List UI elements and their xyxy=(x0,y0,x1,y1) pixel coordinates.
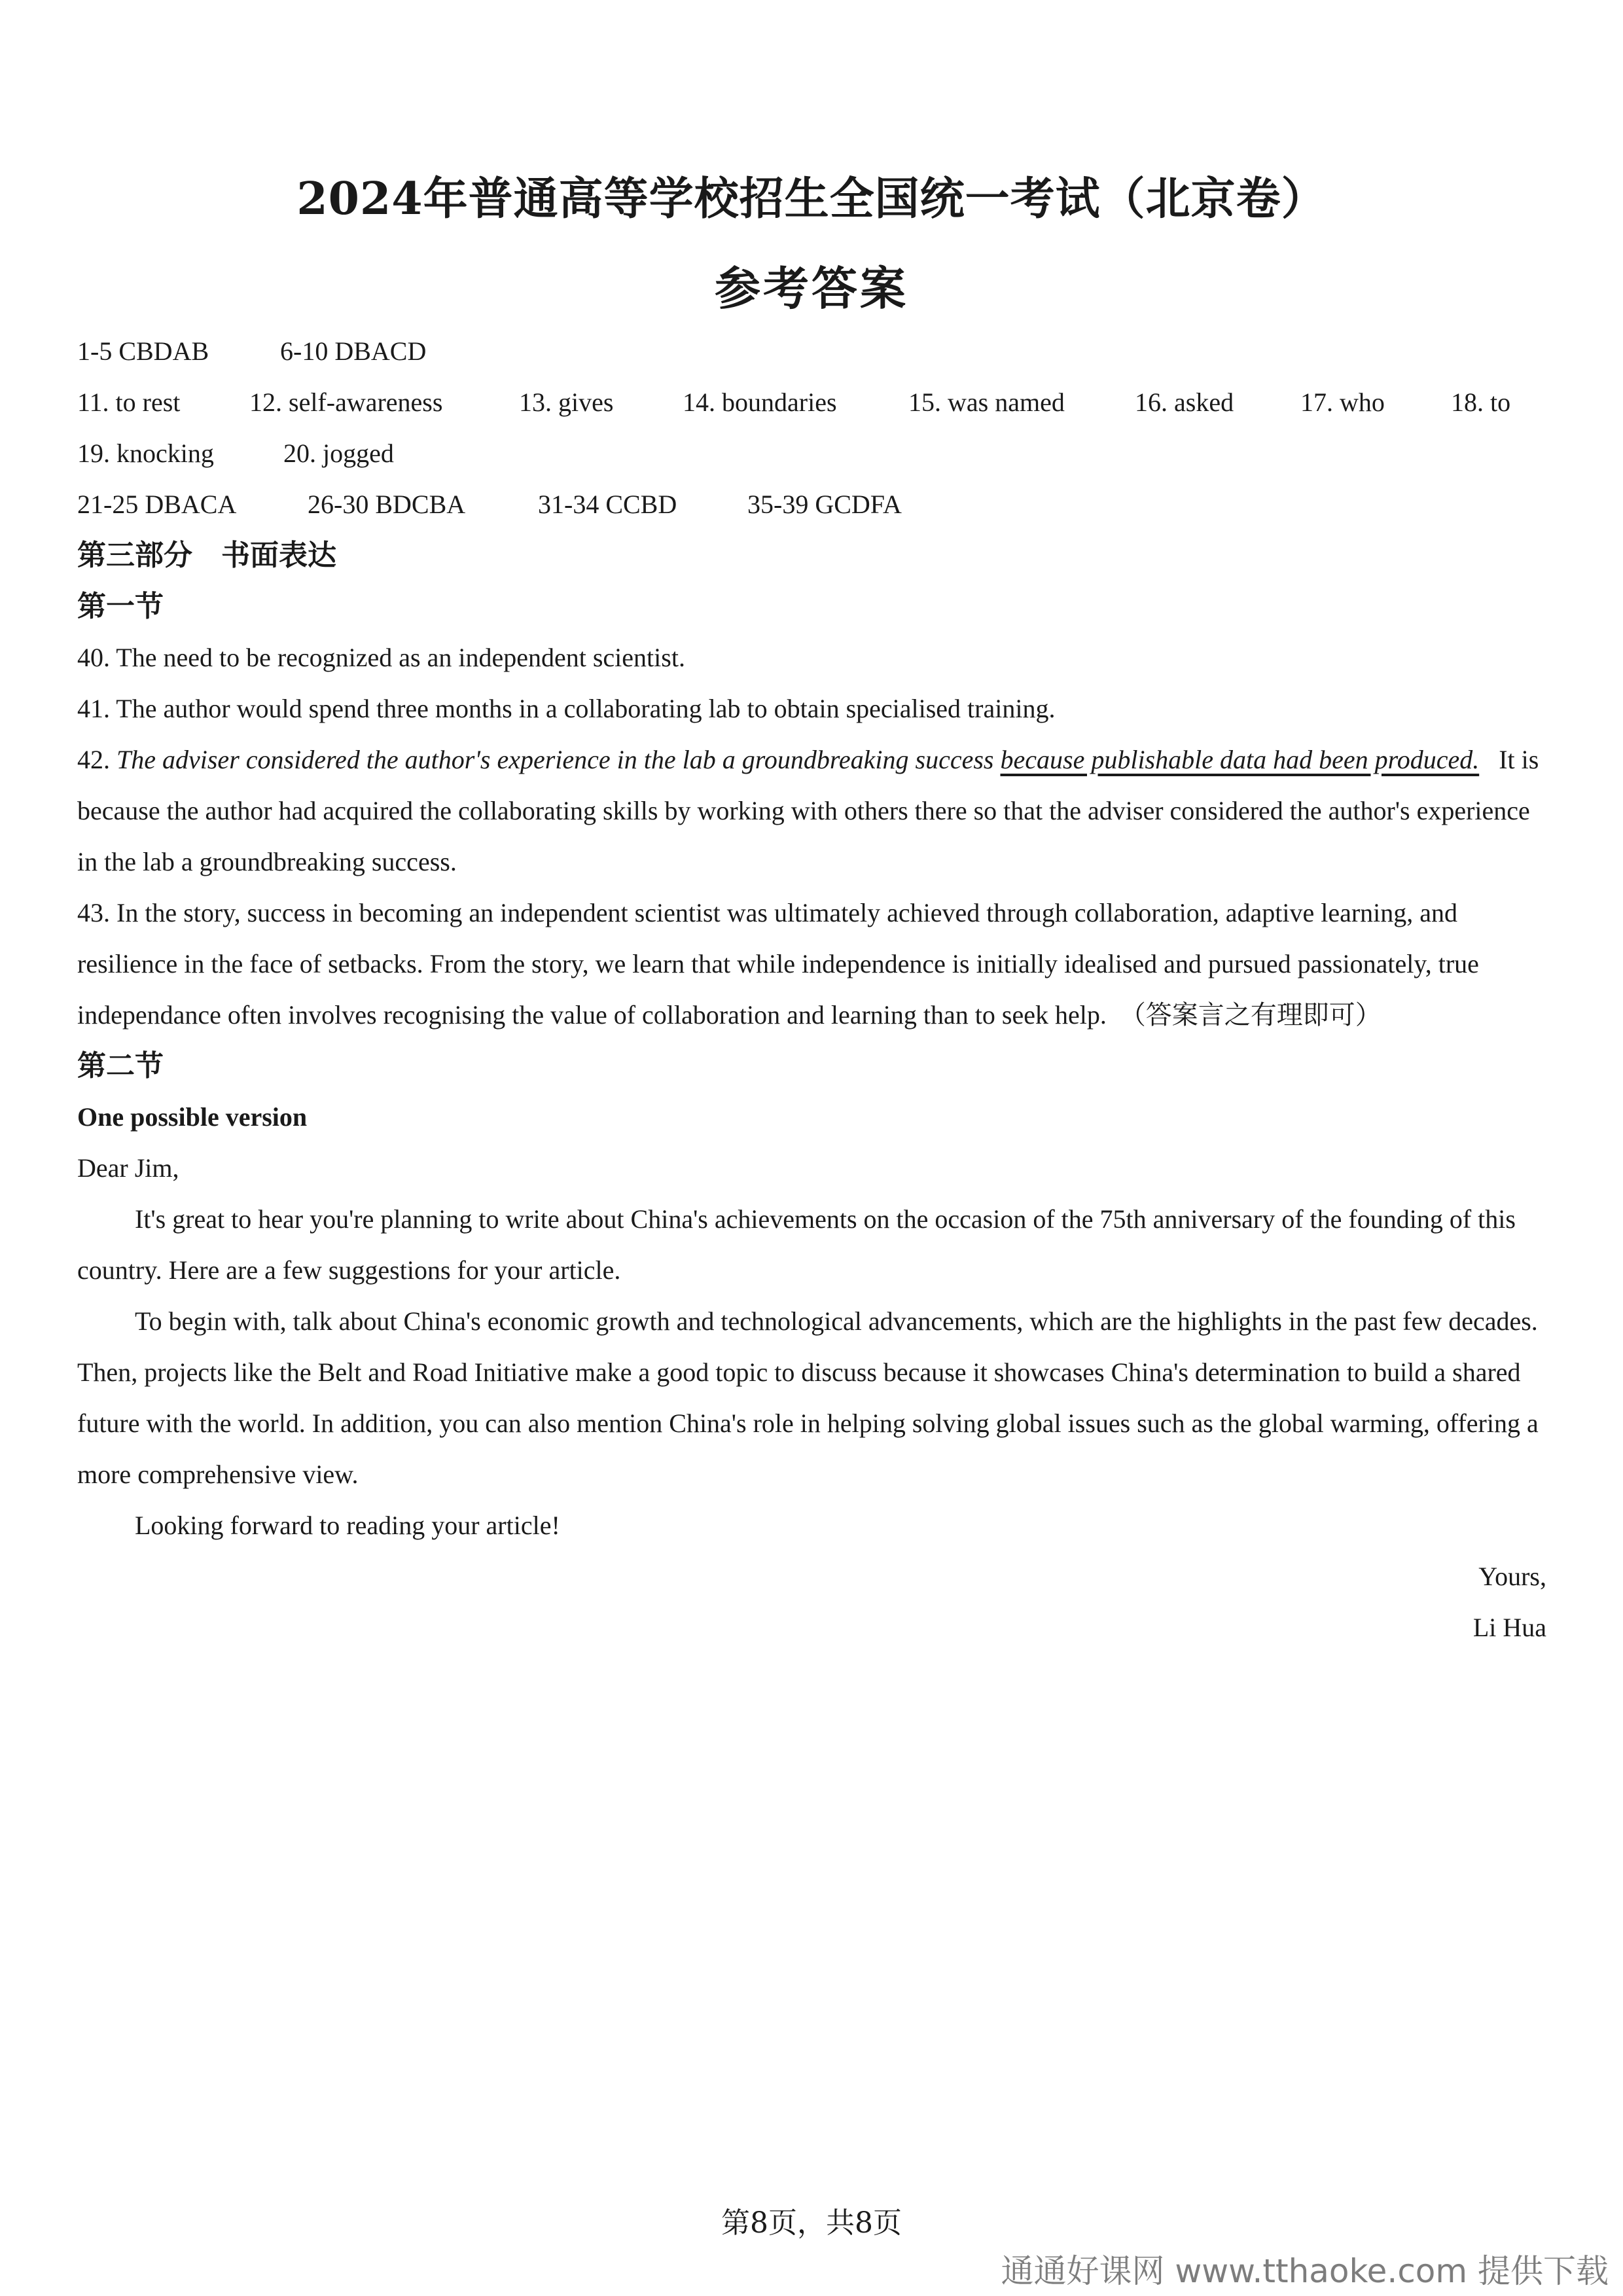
section2-heading: 第二节 xyxy=(77,1049,164,1083)
answer-42-explanation: It is because the author had acquired the collaborating skills by working with others there so that the adviser considered the author's experience in the lab a groundbreaking success. xyxy=(77,745,1539,876)
answer-40: 40. The need to be recognized as an independent scientist. xyxy=(77,643,685,672)
letter-paragraph-1: It's great to hear you're planning to write about China's achievements on the occasion of the 75th anniversary of the founding of this country. Here are a few suggestions for your article. xyxy=(77,1204,1516,1285)
answer-43-text: 43. In the story, success in becoming an independent scientist was ultimately achieved through collaboration, adaptive learning, and resilience in the face of setbacks. From the story, we learn that while independence is initially idealised and pursued passionately, true independance often involves recognising the value of collaboration and learning than to seek help. xyxy=(77,898,1479,1030)
answer-42-underlined: because publishable data had been produced. xyxy=(1000,745,1480,774)
answer-42-number: 42. xyxy=(77,745,110,774)
answer-item: 19. knocking xyxy=(77,439,214,468)
letter-paragraph-3: Looking forward to reading your article! xyxy=(135,1511,560,1540)
answer-row-4 xyxy=(77,479,1546,530)
answer-item: 15. was named xyxy=(908,387,1065,417)
answer-item: 18. to xyxy=(1451,387,1511,417)
answer-item: 16. asked xyxy=(1135,387,1234,417)
answer-41: 41. The author would spend three months in a collaborating lab to obtain specialised training. xyxy=(77,694,1056,723)
answer-item: 31-34 CCBD xyxy=(538,490,677,519)
answer-item: 35-39 GCDFA xyxy=(747,490,902,519)
answer-row-3 xyxy=(77,428,1546,479)
answer-key-title: 参考答案 xyxy=(715,261,908,315)
letter-signature: Li Hua xyxy=(1472,1613,1546,1642)
answer-item: 11. to rest xyxy=(77,387,181,417)
letter-closing: Yours, xyxy=(1478,1562,1546,1591)
page-number: 第8页，共8页 xyxy=(721,2206,902,2240)
letter-paragraph-2: To begin with, talk about China's economic growth and technological advancements, which are the highlights in the past few decades. Then, projects like the Belt and Road Initiative make a good topic to discuss because it showcases China's determination to build a shared future with the world. In addition, you can also mention China's role in helping solving global issues such as the global warming, offering a more comprehensive view. xyxy=(77,1306,1539,1489)
answer-item: 14. boundaries xyxy=(683,387,837,417)
section1-heading: 第一节 xyxy=(77,590,164,623)
version-label: One possible version xyxy=(77,1102,308,1132)
answer-item: 1-5 CBDAB xyxy=(77,336,209,366)
exam-title: 2024年普通高等学校招生全国统一考试（北京卷） xyxy=(296,173,1327,225)
answer-43-note: （答案言之有理即可） xyxy=(1119,1000,1382,1030)
answer-item: 20. jogged xyxy=(283,439,394,468)
answer-item: 6-10 DBACD xyxy=(280,336,427,366)
answer-42-italic: The adviser considered the author's experience in the lab a groundbreaking success xyxy=(116,745,994,774)
part3-heading: 第三部分 书面表达 xyxy=(77,539,336,572)
answer-row-2 xyxy=(77,377,1546,428)
answer-item: 21-25 DBACA xyxy=(77,490,237,519)
answer-item: 13. gives xyxy=(519,387,614,417)
answer-43 xyxy=(77,888,1546,1041)
answer-item: 26-30 BDCBA xyxy=(308,490,466,519)
answer-42 xyxy=(77,734,1546,888)
site-watermark: 通通好课网 www.tthaoke.com 提供下载 xyxy=(1001,2252,1609,2290)
letter-greeting: Dear Jim, xyxy=(77,1153,179,1183)
answer-content xyxy=(77,326,1546,1653)
answer-row-1 xyxy=(77,326,1546,377)
answer-item: 12. self-awareness xyxy=(249,387,443,417)
answer-item: 17. who xyxy=(1300,387,1385,417)
